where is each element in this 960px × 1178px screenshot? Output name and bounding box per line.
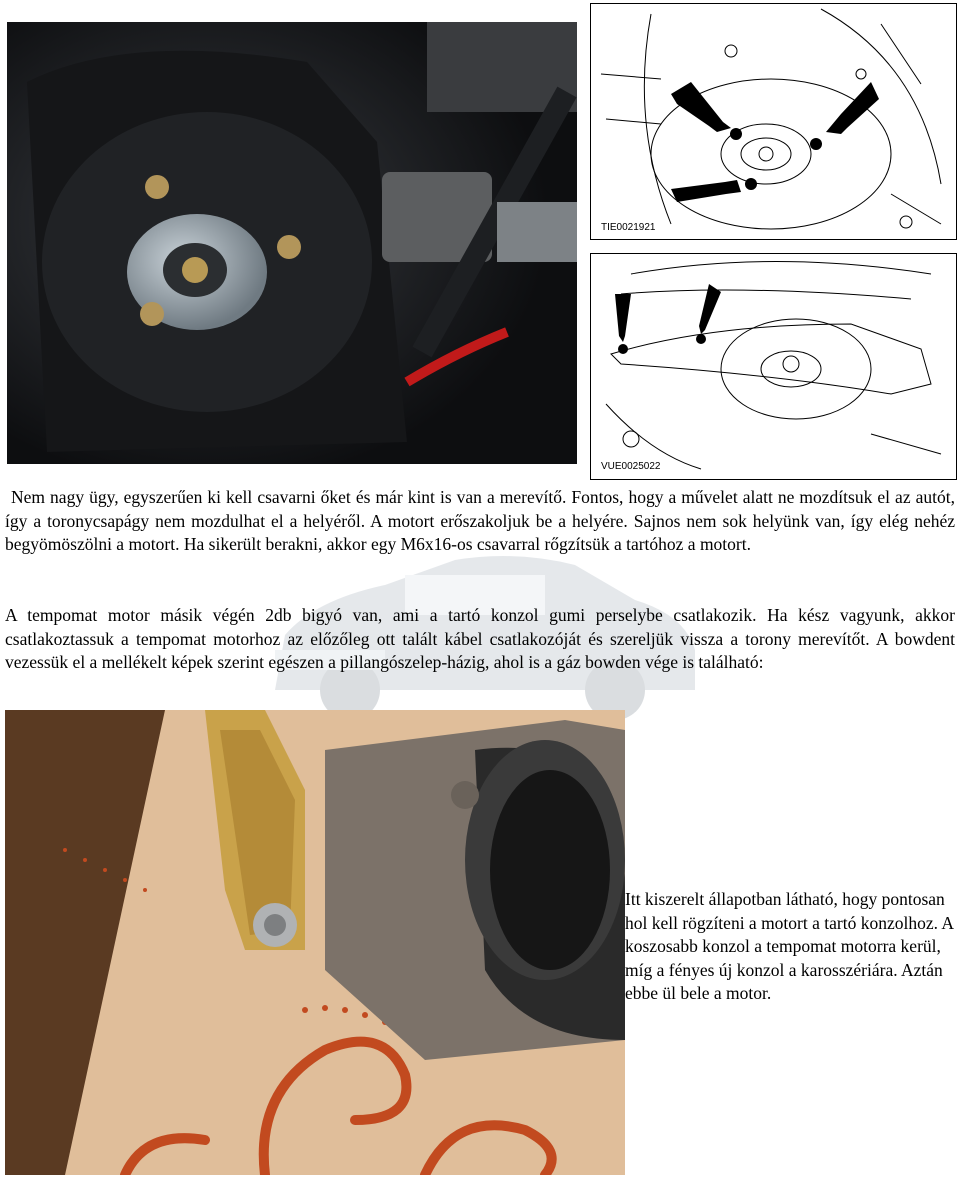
paragraph-2: A tempomat motor másik végén 2db bigyó van, ami a tartó konzol gumi perselybe csatlakozik. Ha kész vagyunk, akkor csatlakoztassuk a tempomat motorhoz az előzőleg ott talált kábel csatlakozóját és szereljük vissza a torony merevítőt. A bowdent vezessük el a mellékelt képek szerint egészen a pillangószelep-házig, ahol is a gáz bowden vége is található: xyxy=(5,605,955,672)
strut-diagram-top xyxy=(590,3,957,240)
diagram-code-bottom: VUE0025022 xyxy=(601,461,661,472)
brace-diagram-bottom xyxy=(590,253,957,480)
diagram-code-top: TIE0021921 xyxy=(601,222,656,233)
side-caption: Itt kiszerelt állapotban látható, hogy pontosan hol kell rögzíteni a motort a tartó konzolhoz. A koszosabb konzol a tempomat motorra kerül, míg a fényes új konzol a karosszériára. Aztán ebbe ül bele a motor. xyxy=(625,889,954,1003)
paragraph-1: Nem nagy ügy, egyszerűen ki kell csavarni őket és már kint is van a merevítő. Fontos, hogy a művelet alatt ne mozdítsuk el az autót, így a toronycsapágy nem mozdulhat el a helyéről. A motort erőszakoljuk be a helyére. Sajnos nem sok helyünk van, így elég nehéz begyömöszölni a motort. Ha sikerült berakni, akkor egy M6x16-os csavarral rőgzítsük a tartóhoz a motort. xyxy=(5,487,955,554)
strut-tower-photo xyxy=(7,22,577,464)
motor-bracket-photo xyxy=(5,710,625,1175)
